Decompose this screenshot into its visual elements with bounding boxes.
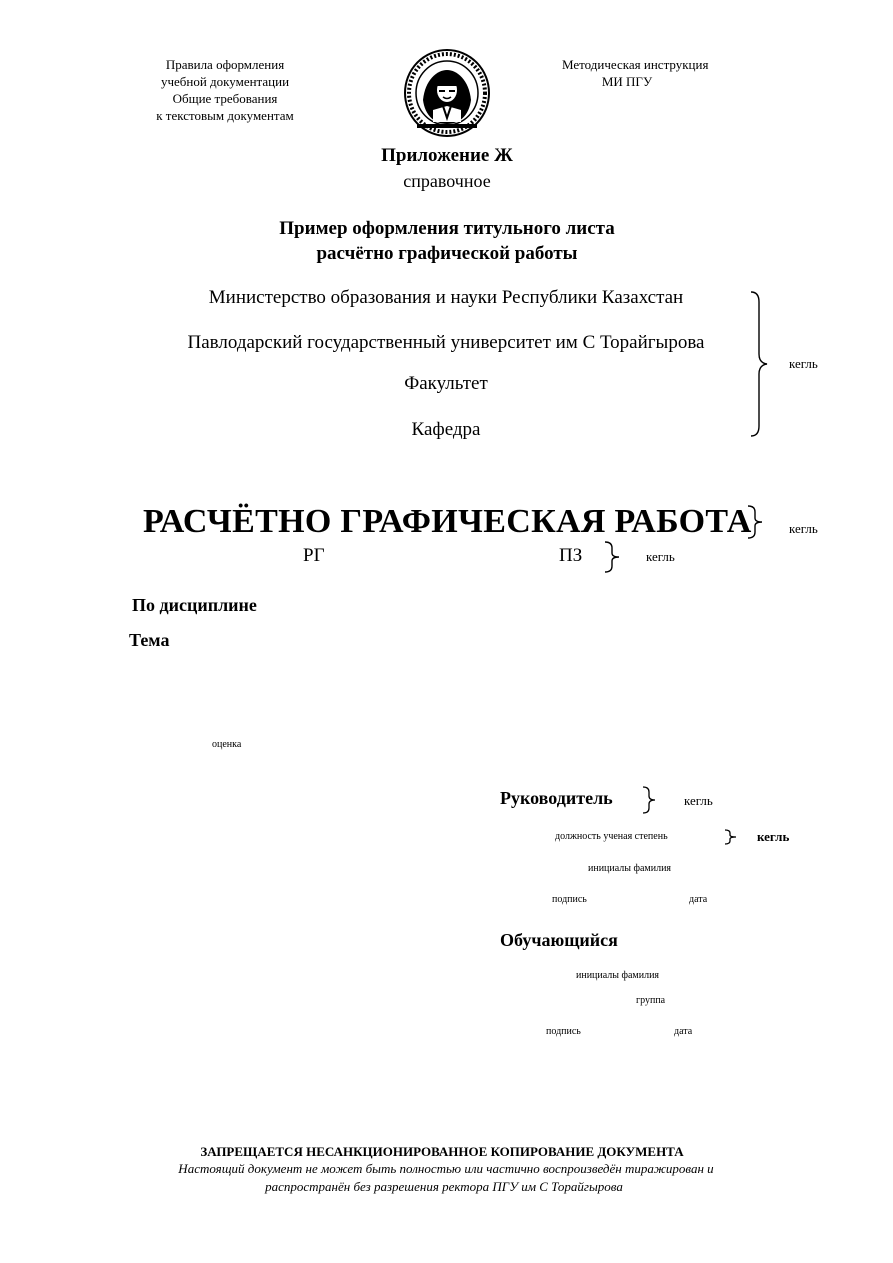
footer-note-line: Настоящий документ не может быть полностью или частично воспроизведён тиражирован и	[178, 1161, 714, 1176]
work-title: РАСЧЁТНО ГРАФИЧЕСКАЯ РАБОТА	[143, 503, 752, 540]
supervisor-position-brace-icon	[723, 828, 739, 846]
work-code-brace-icon	[603, 540, 623, 574]
faculty-line: Факультет	[404, 373, 488, 394]
student-label: Обучающийся	[500, 930, 618, 950]
header-left-line: к текстовым документам	[156, 108, 294, 123]
ministry-line: Министерство образования и науки Республики Казахстан	[208, 287, 684, 308]
header-right-line: МИ ПГУ	[601, 74, 653, 89]
supervisor-position-brace-text: кегль	[757, 829, 790, 844]
university-line: Павлодарский государственный университет им С Торайгырова	[187, 332, 705, 353]
header-left-line: Общие требования	[172, 91, 278, 106]
header-left-line: Правила оформления	[165, 57, 285, 72]
student-name: инициалы фамилия	[576, 970, 660, 981]
supervisor-name: инициалы фамилия	[588, 863, 672, 874]
header-left-line: учебной документации	[160, 74, 290, 89]
appendix-subtitle: справочное	[403, 171, 491, 191]
university-emblem-icon	[403, 48, 491, 138]
supervisor-date: дата	[689, 894, 708, 905]
supervisor-signature: подпись	[552, 894, 587, 905]
example-heading-line: расчётно графической работы	[316, 243, 578, 264]
header-left-block	[139, 56, 311, 124]
student-group: группа	[636, 995, 666, 1006]
department-line: Кафедра	[411, 419, 481, 440]
institution-brace-icon	[749, 290, 771, 438]
student-date: дата	[674, 1026, 693, 1037]
work-title-brace-icon	[746, 504, 766, 540]
institution-brace-label: кегль	[789, 356, 818, 371]
student-signature: подпись	[546, 1026, 581, 1037]
work-code-brace-label: кегль	[646, 549, 675, 564]
supervisor-label: Руководитель	[500, 788, 613, 808]
supervisor-label-brace-icon	[641, 785, 659, 815]
work-code-rg: РГ	[303, 545, 325, 566]
appendix-title: Приложение Ж	[381, 145, 513, 166]
supervisor-position: должность ученая степень	[555, 831, 668, 842]
example-heading-line: Пример оформления титульного листа	[279, 218, 615, 239]
grade-label: оценка	[212, 739, 242, 750]
supervisor-label-brace-text: кегль	[684, 793, 713, 808]
work-code-pz: ПЗ	[559, 545, 583, 566]
discipline-label: По дисциплине	[132, 595, 257, 615]
footer-note-line: распространён без разрешения ректора ПГУ им С Торайгырова	[265, 1179, 623, 1194]
topic-label: Тема	[129, 630, 170, 650]
header-right-line: Методическая инструкция	[562, 57, 709, 72]
work-title-brace-label: кегль	[789, 521, 818, 536]
header-right-block	[562, 56, 709, 90]
footer-warning: ЗАПРЕЩАЕТСЯ НЕСАНКЦИОНИРОВАННОЕ КОПИРОВАНИЕ ДОКУМЕНТА	[200, 1144, 684, 1159]
